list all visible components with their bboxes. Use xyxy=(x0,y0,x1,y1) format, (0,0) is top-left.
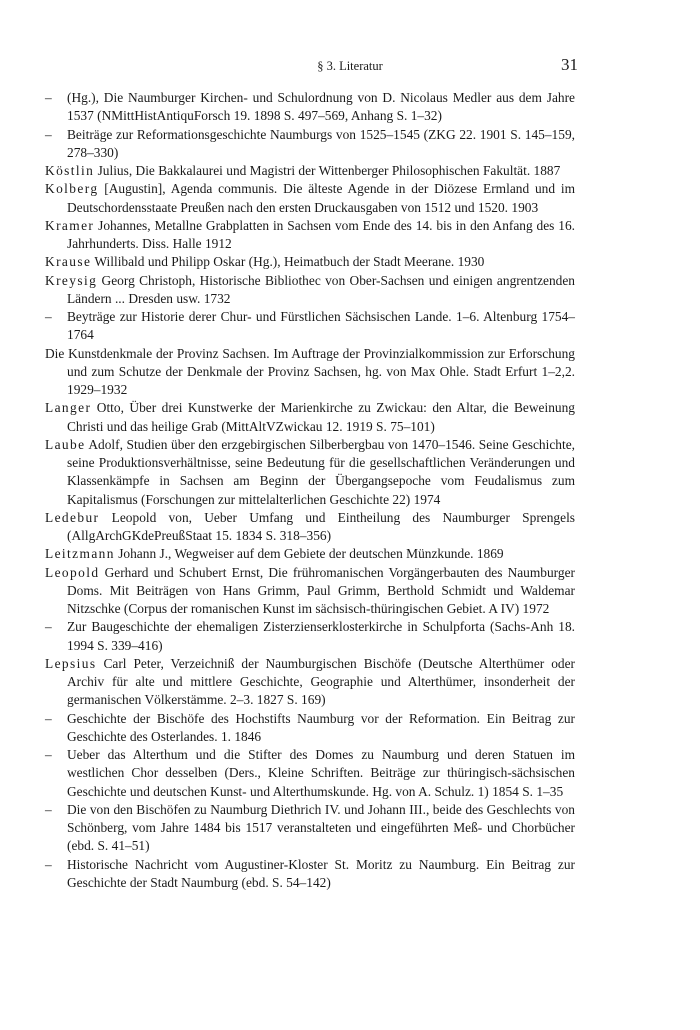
entry-text: [Augustin], Agenda communis. Die älteste Agende in der Diözese Ermland und im Deutschordensstaate Preußen nach den ersten Druckausgaben von 1512 und 1520. 1903 xyxy=(67,181,575,215)
entry-text: Zur Baugeschichte der ehemaligen Zisterzienserklosterkirche in Schulpforta (Sachs-Anh 18. 1994 S. 339–416) xyxy=(67,619,575,653)
entry-author: Lepsius xyxy=(45,655,97,671)
entry-author: Kramer xyxy=(45,217,95,233)
entry-text: Otto, Über drei Kunstwerke der Marienkirche zu Zwickau: den Altar, die Beweinung Christi und das heilige Grab (MittAltVZwickau 12. 1919 S. 75–101) xyxy=(67,400,575,434)
bibliography-entry xyxy=(45,545,575,563)
running-head xyxy=(0,57,700,75)
entry-text: Gerhard und Schubert Ernst, Die frühromanischen Vorgängerbauten des Naumburger Doms. Mit Beiträgen von Hans Grimm, Paul Grimm, Berthold Schmidt und Waldemar Nitzschke (Corpus der romanischen Kunst im sächsisch-thüringischen Gebiet. A IV) 1972 xyxy=(67,564,575,616)
entry-text: Die von den Bischöfen zu Naumburg Diethrich IV. und Johann III., beide des Geschlechts von Schönberg, vom Jahre 1484 bis 1517 veranstalteten und eingeführten Meß- und Chorbücher (ebd. S. 41–51) xyxy=(67,801,575,854)
running-title: § 3. Literatur xyxy=(317,59,383,73)
bibliography-entry xyxy=(45,253,575,271)
entry-author: Köstlin xyxy=(45,163,95,178)
entry-author: Leopold xyxy=(45,564,100,580)
bibliography-entry xyxy=(45,618,575,655)
bibliography-entry xyxy=(45,217,575,254)
entry-text: Julius, Die Bakkalaurei und Magistri der Wittenberger Philosophischen Fakultät. 1887 xyxy=(94,163,561,178)
entry-text: Willibald und Philipp Oskar (Hg.), Heimatbuch der Stadt Meerane. 1930 xyxy=(91,254,485,270)
bibliography-entry xyxy=(45,345,575,400)
entry-text: Georg Christoph, Historische Bibliothec von Ober-Sachsen und einigen angrentzenden Ländern ... Dresden usw. 1732 xyxy=(67,272,575,306)
bibliography-entry xyxy=(45,710,575,747)
entry-author: Langer xyxy=(45,400,92,416)
entry-author: Krause xyxy=(45,254,92,270)
bibliography-entry xyxy=(45,655,575,710)
entry-text: Historische Nachricht vom Augustiner-Kloster St. Moritz zu Naumburg. Ein Beitrag zur Geschichte der Stadt Naumburg (ebd. S. 54–142) xyxy=(67,856,575,890)
entry-text: Leopold von, Ueber Umfang und Eintheilung des Naumburger Sprengels (AllgArchGKdePreußStaat 15. 1834 S. 318–356) xyxy=(67,509,575,543)
bibliography-entry xyxy=(45,436,575,509)
bibliography-entry xyxy=(45,180,575,217)
entry-text: Carl Peter, Verzeichniß der Naumburgischen Bischöfe (Deutsche Alterthümer oder Archiv für alte und mittlere Geschichte, Geographie und Alterthümer, insonderheit der germanischen Völkerstämme. 2–3. 1827 S. 169) xyxy=(67,655,575,708)
bibliography-entry xyxy=(45,564,575,619)
entry-text: Die Kunstdenkmale der Provinz Sachsen. Im Auftrage der Provinzialkommission zur Erforschung und zum Schutze der Denkmale der Provinz Sachsen, hg. von Max Ohle. Stadt Erfurt 1–2,2. 1929–1932 xyxy=(45,345,575,397)
bibliography-entry xyxy=(45,856,575,893)
page-number: 31 xyxy=(561,55,578,74)
bibliography-entry xyxy=(45,509,575,546)
bibliography-entry xyxy=(45,801,575,856)
entry-text: Geschichte der Bischöfe des Hochstifts Naumburg vor der Reformation. Ein Beitrag zur Geschichte des Osterlandes. 1. 1846 xyxy=(67,710,575,744)
bibliography-entry xyxy=(45,126,575,163)
entry-text: Beiträge zur Reformationsgeschichte Naumburgs von 1525–1545 (ZKG 22. 1901 S. 145–159, 278–330) xyxy=(67,126,575,160)
entry-text: Adolf, Studien über den erzgebirgischen Silberbergbau von 1470–1546. Seine Geschichte, seine Produktionsverhältnisse, seine Bedeutung für die gesellschaftlichen Veränderungen und Klassenkämpfe in Sachsen am Beginn der Übergangsepoche vom Feudalismus zum Kapitalismus (Forschungen zur mittelalterlichen Geschichte 22) 1974 xyxy=(67,436,575,507)
bibliography-list xyxy=(45,89,575,892)
entry-author: Laube xyxy=(45,436,86,452)
bibliography-entry xyxy=(45,399,575,436)
bibliography-entry xyxy=(45,89,575,126)
entry-author: Kreysig xyxy=(45,272,98,288)
bibliography-entry xyxy=(45,162,575,180)
bibliography-entry xyxy=(45,272,575,309)
bibliography-entry xyxy=(45,308,575,345)
entry-text: Beyträge zur Historie derer Chur- und Fürstlichen Sächsischen Lande. 1–6. Altenburg 1754–1764 xyxy=(67,309,575,343)
entry-author: Kolberg xyxy=(45,181,99,197)
entry-text: Ueber das Alterthum und die Stifter des Domes zu Naumburg und deren Statuen im westlichen Chor desselben (Ders., Kleine Schriften. Beiträge zur thüringisch-sächsischen Geschichte und deutschen Kunst- und Alterthumskunde. Hg. von A. Schulz. 1) 1854 S. 1–35 xyxy=(67,747,575,799)
bibliography-entry xyxy=(45,746,575,801)
entry-author: Ledebur xyxy=(45,509,100,525)
entry-text: Johannes, Metallne Grabplatten in Sachsen vom Ende des 14. bis in den Anfang des 16. Jahrhunderts. Diss. Halle 1912 xyxy=(67,217,575,251)
entry-text: (Hg.), Die Naumburger Kirchen- und Schulordnung von D. Nicolaus Medler aus dem Jahre 1537 (NMittHistAntiquForsch 19. 1898 S. 497–569, Anhang S. 1–32) xyxy=(67,90,575,124)
entry-author: Leitzmann xyxy=(45,546,115,562)
entry-text: Johann J., Wegweiser auf dem Gebiete der deutschen Münzkunde. 1869 xyxy=(114,546,504,562)
